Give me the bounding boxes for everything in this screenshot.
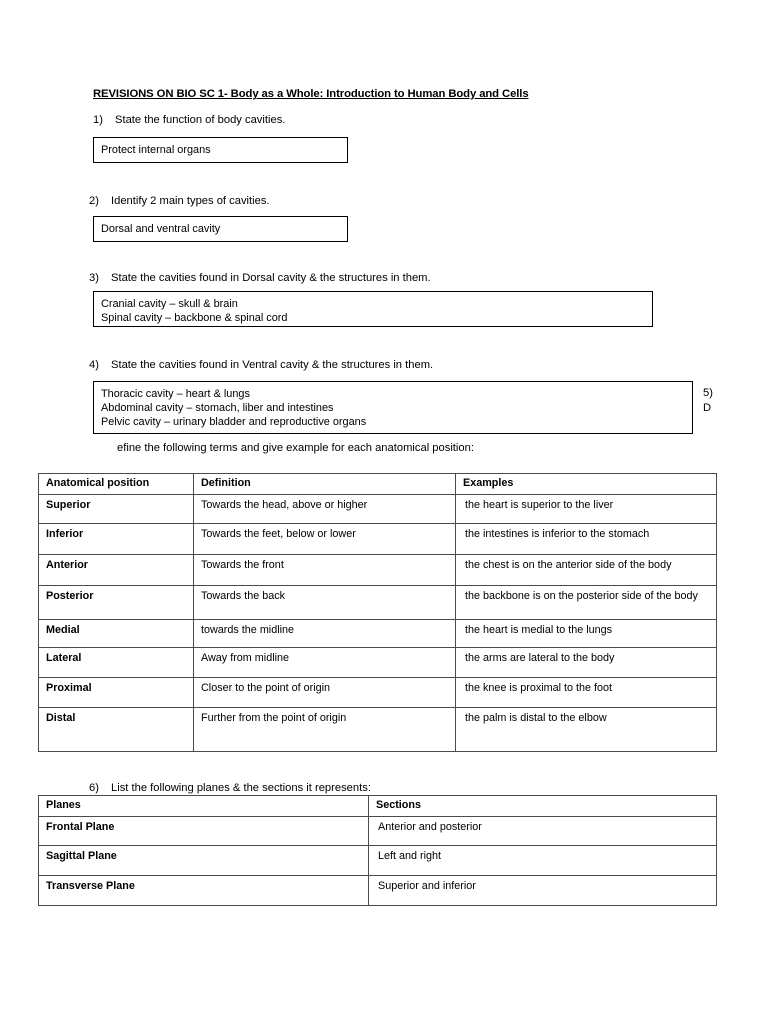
definition-lateral: Away from midline — [194, 647, 456, 677]
example-inferior: the intestines is inferior to the stomach — [456, 523, 717, 554]
example-proximal: the knee is proximal to the foot — [456, 677, 717, 707]
question-4-text: State the cavities found in Ventral cavity & the structures in them. — [111, 359, 434, 371]
answer-box-4[interactable] — [93, 381, 693, 434]
term-anterior: Anterior — [39, 554, 194, 585]
answer-1-line-1: Protect internal organs — [101, 144, 211, 156]
table-row — [39, 554, 717, 585]
example-posterior: the backbone is on the posterior side of the body — [456, 585, 717, 619]
definition-posterior: Towards the back — [194, 585, 456, 619]
table-header-row — [39, 796, 717, 817]
term-lateral: Lateral — [39, 647, 194, 677]
table-row — [39, 875, 717, 905]
table-header-row — [39, 474, 717, 495]
question-6 — [89, 782, 371, 794]
section-frontal: Anterior and posterior — [369, 816, 717, 845]
table-row — [39, 619, 717, 647]
question-5-margin-number: 5) — [703, 387, 713, 399]
table-row — [39, 647, 717, 677]
section-transverse: Superior and inferior — [369, 875, 717, 905]
definition-distal: Further from the point of origin — [194, 707, 456, 751]
question-1-text: State the function of body cavities. — [115, 114, 286, 126]
answer-box-1[interactable] — [93, 137, 348, 163]
table-row — [39, 585, 717, 619]
column-header-definition: Definition — [194, 474, 456, 495]
question-6-text: List the following planes & the sections it represents: — [111, 782, 371, 794]
question-2-text: Identify 2 main types of cavities. — [111, 195, 270, 207]
answer-3-line-1: Cranial cavity – skull & brain — [101, 298, 238, 310]
definition-superior: Towards the head, above or higher — [194, 494, 456, 523]
answer-2-line-1: Dorsal and ventral cavity — [101, 223, 221, 235]
page-title: REVISIONS ON BIO SC 1- Body as a Whole: Introduction to Human Body and Cells — [93, 88, 529, 100]
question-5-margin-letter: D — [703, 402, 712, 414]
table-row — [39, 523, 717, 554]
question-5-continuation: efine the following terms and give example for each anatomical position: — [117, 442, 474, 454]
term-inferior: Inferior — [39, 523, 194, 554]
answer-4-line-2: Abdominal cavity – stomach, liber and intestines — [101, 402, 334, 415]
plane-transverse: Transverse Plane — [39, 875, 369, 905]
term-superior: Superior — [39, 494, 194, 523]
term-distal: Distal — [39, 707, 194, 751]
question-4 — [89, 359, 433, 371]
section-sagittal: Left and right — [369, 845, 717, 875]
example-anterior: the chest is on the anterior side of the body — [456, 554, 717, 585]
table-row — [39, 845, 717, 875]
question-4-number: 4) — [89, 359, 99, 371]
example-lateral: the arms are lateral to the body — [456, 647, 717, 677]
plane-sagittal: Sagittal Plane — [39, 845, 369, 875]
example-distal: the palm is distal to the elbow — [456, 707, 717, 751]
table-row — [39, 494, 717, 523]
answer-box-2[interactable] — [93, 216, 348, 242]
table-row — [39, 677, 717, 707]
question-3-text: State the cavities found in Dorsal cavity & the structures in them. — [111, 272, 431, 284]
term-proximal: Proximal — [39, 677, 194, 707]
column-header-sections: Sections — [369, 796, 717, 817]
definition-anterior: Towards the front — [194, 554, 456, 585]
answer-3-line-2: Spinal cavity – backbone & spinal cord — [101, 312, 288, 325]
column-header-examples: Examples — [456, 474, 717, 495]
column-header-anatomical-position: Anatomical position — [39, 474, 194, 495]
definition-medial: towards the midline — [194, 619, 456, 647]
question-6-number: 6) — [89, 782, 99, 794]
definition-inferior: Towards the feet, below or lower — [194, 523, 456, 554]
column-header-planes: Planes — [39, 796, 369, 817]
anatomical-positions-table — [38, 473, 717, 752]
plane-frontal: Frontal Plane — [39, 816, 369, 845]
planes-sections-table — [38, 795, 717, 906]
table-row — [39, 707, 717, 751]
example-medial: the heart is medial to the lungs — [456, 619, 717, 647]
term-medial: Medial — [39, 619, 194, 647]
definition-proximal: Closer to the point of origin — [194, 677, 456, 707]
question-1-number: 1) — [93, 114, 103, 126]
question-2 — [89, 195, 270, 207]
question-2-number: 2) — [89, 195, 99, 207]
answer-4-line-1: Thoracic cavity – heart & lungs — [101, 388, 250, 400]
question-1 — [93, 114, 285, 126]
answer-box-3[interactable] — [93, 291, 653, 327]
answer-4-line-3: Pelvic cavity – urinary bladder and reproductive organs — [101, 416, 367, 429]
example-superior: the heart is superior to the liver — [456, 494, 717, 523]
term-posterior: Posterior — [39, 585, 194, 619]
question-3-number: 3) — [89, 272, 99, 284]
table-row — [39, 816, 717, 845]
question-3 — [89, 272, 431, 284]
